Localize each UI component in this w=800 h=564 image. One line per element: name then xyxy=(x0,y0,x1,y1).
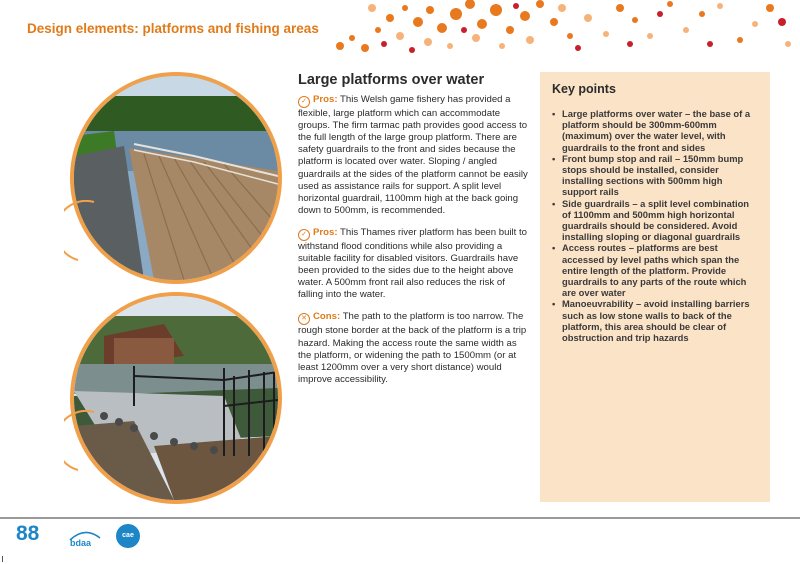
key-points-title: Key points xyxy=(552,82,616,96)
crop-mark xyxy=(2,556,7,562)
cae-logo-icon: cae xyxy=(116,524,140,548)
page-number: 88 xyxy=(16,522,40,545)
key-point-text: – 150mm bump stops should be installed, consider installing sections with 500mm high support rails xyxy=(562,152,744,198)
paragraph-cons-thames xyxy=(298,311,530,385)
key-points-box xyxy=(540,72,770,502)
list-item xyxy=(562,242,758,298)
main-text-column xyxy=(298,74,530,396)
section-heading: Large platforms over water xyxy=(298,72,485,88)
cons-label: Cons: xyxy=(313,311,341,323)
key-point-heading: Side guardrails xyxy=(562,197,630,209)
paragraph-text: This Thames river platform has been built to withstand flood conditions while also providing a suitable facility for disabled visitors. Guardrails have been provided to the sides due to the height above water. A 500mm front rail also reduces the risk of falling into the water. xyxy=(298,226,528,301)
key-point-heading: Access routes xyxy=(562,242,627,254)
decorative-dot-pattern xyxy=(330,0,800,58)
key-point-heading: Large platforms over water xyxy=(562,108,683,119)
cross-circle-icon: ✕ xyxy=(298,313,310,325)
page-section-title: Design elements: platforms and fishing areas xyxy=(27,21,319,36)
key-point-text: – avoid installing barriers such as low stone walls to back of the platform, this area should be clear of obstruction and trip hazards xyxy=(562,298,750,344)
decorative-arc-bottom xyxy=(64,410,104,480)
key-point-heading: Manoeuvrability xyxy=(562,298,634,310)
key-point-text: – the base of a platform should be 300mm-600mm (maximum) over the water level, with guardrails to the front and sides xyxy=(562,108,751,153)
list-item xyxy=(562,108,758,153)
paragraph-text: The path to the platform is too narrow. The rough stone border at the back of the platform is a trip hazard. Making the access route the same width as the platform, or widening the path to 1500mm (or at least 1200mm over a very short distance) would improve accessibility. xyxy=(298,311,527,385)
footer-divider xyxy=(0,517,800,519)
list-item xyxy=(562,298,758,343)
check-circle-icon: ✓ xyxy=(298,229,310,241)
key-point-text: – a split level combination of 1100mm and 500mm high horizontal guardrails should be considered. Avoid installing sloping or diagonal guardrails xyxy=(562,197,750,243)
bdaa-logo-icon xyxy=(68,526,102,548)
check-circle-icon: ✓ xyxy=(298,96,310,108)
key-point-text: – platforms are best accessed by level paths which span the entire length of the platform. Provide guardrails to any parts of the route which are over water xyxy=(562,242,747,299)
paragraph-pros-welsh xyxy=(298,94,530,217)
list-item xyxy=(562,198,758,243)
key-point-heading: Front bump stop and rail xyxy=(562,152,673,164)
decorative-arc-top xyxy=(64,200,104,270)
logo1-text: bdaa xyxy=(70,538,92,548)
pros-label: Pros: xyxy=(313,94,338,106)
pros-label: Pros: xyxy=(313,226,338,238)
list-item xyxy=(562,153,758,198)
paragraph-text: This Welsh game fishery has provided a flexible, large platform which can accommodate groups. The firm tarmac path provides good access to the full length of the large group platform. There are safety guardrails to the front and sides because the platform is located over water. Sloping / angled guardrails at the sides of the platform cannot be easily used as assistance rails for support. A split level horizontal guardrail, 1100mm high at the back going down to 500mm, is recommended. xyxy=(298,94,528,216)
key-points-list xyxy=(552,108,758,343)
paragraph-pros-thames xyxy=(298,227,530,301)
